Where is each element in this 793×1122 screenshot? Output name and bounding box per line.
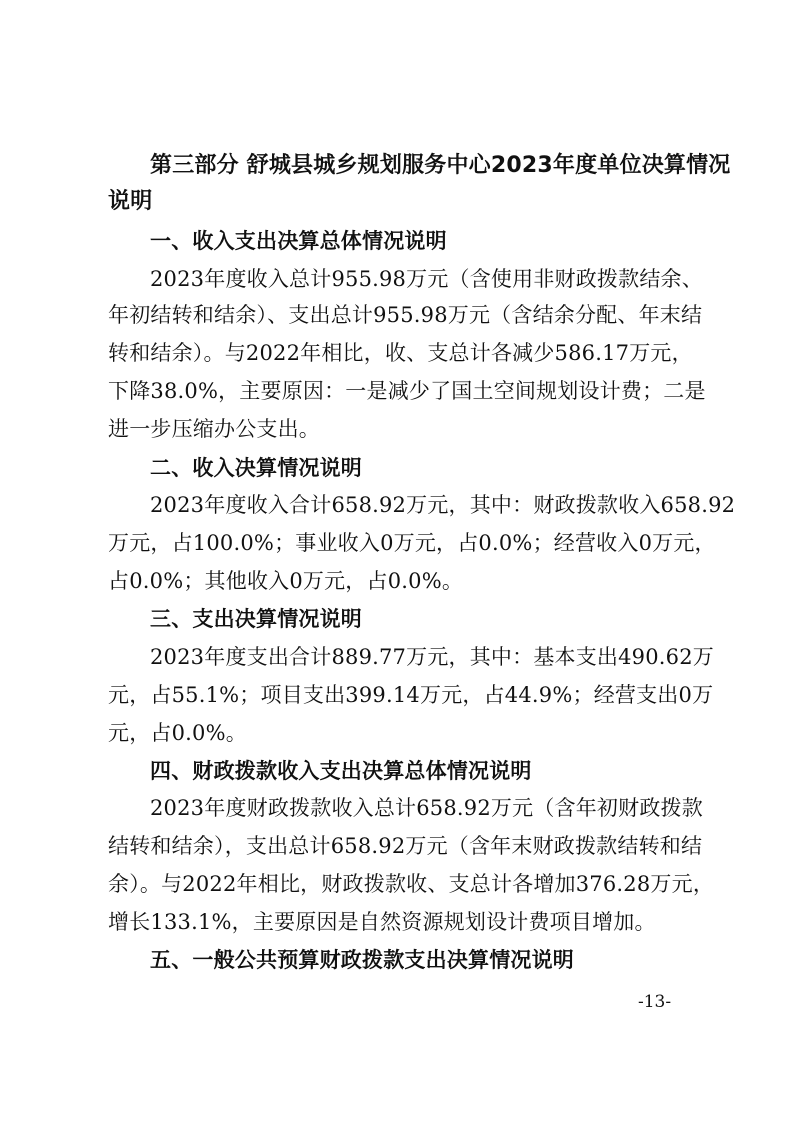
paragraph-line: 转和结余）。与2022年相比，收、支总计各减少586.17万元， [108,341,693,365]
paragraph-line: 年初结转和结余）、支出总计955.98万元（含结余分配、年末结 [108,303,703,327]
paragraph-line: 占0.0%；其他收入0万元，占0.0%。 [108,569,464,593]
paragraph-line: 2023年度财政拨款收入总计658.92万元（含年初财政拨款 [150,796,703,820]
section-heading: 三、支出决算情况说明 [150,607,362,631]
paragraph-line: 余）。与2022年相比，财政拨款收、支总计各增加376.28万元， [108,872,715,896]
section-heading: 二、收入决算情况说明 [150,456,362,480]
paragraph-line: 元，占0.0%。 [108,721,247,745]
paragraph-line: 2023年度收入总计955.98万元（含使用非财政拨款结余、 [150,267,703,291]
page-number: -13- [638,992,672,1012]
paragraph-line: 下降38.0%，主要原因：一是减少了国土空间规划设计费；二是 [108,379,706,403]
paragraph-line: 元，占55.1%；项目支出399.14万元，占44.9%；经营支出0万 [108,683,714,707]
page-title: 第三部分 舒城县城乡规划服务中心2023年度单位决算情况 [150,153,731,178]
paragraph-line: 结转和结余），支出总计658.92万元（含年末财政拨款结转和结 [108,834,703,858]
paragraph-line: 2023年度支出合计889.77万元，其中：基本支出490.62万 [150,645,715,669]
section-heading: 一、收入支出决算总体情况说明 [150,229,447,253]
section-heading: 五、一般公共预算财政拨款支出决算情况说明 [150,948,574,972]
section-heading: 四、财政拨款收入支出决算总体情况说明 [150,759,532,783]
paragraph-line: 2023年度收入合计658.92万元，其中：财政拨款收入658.92 [150,493,736,517]
page-title-continued: 说明 [108,189,153,214]
paragraph-line: 增长133.1%，主要原因是自然资源规划设计费项目增加。 [108,910,656,934]
paragraph-line: 万元，占100.0%；事业收入0万元，占0.0%；经营收入0万元， [108,531,716,555]
paragraph-line: 进一步压缩办公支出。 [108,417,320,441]
